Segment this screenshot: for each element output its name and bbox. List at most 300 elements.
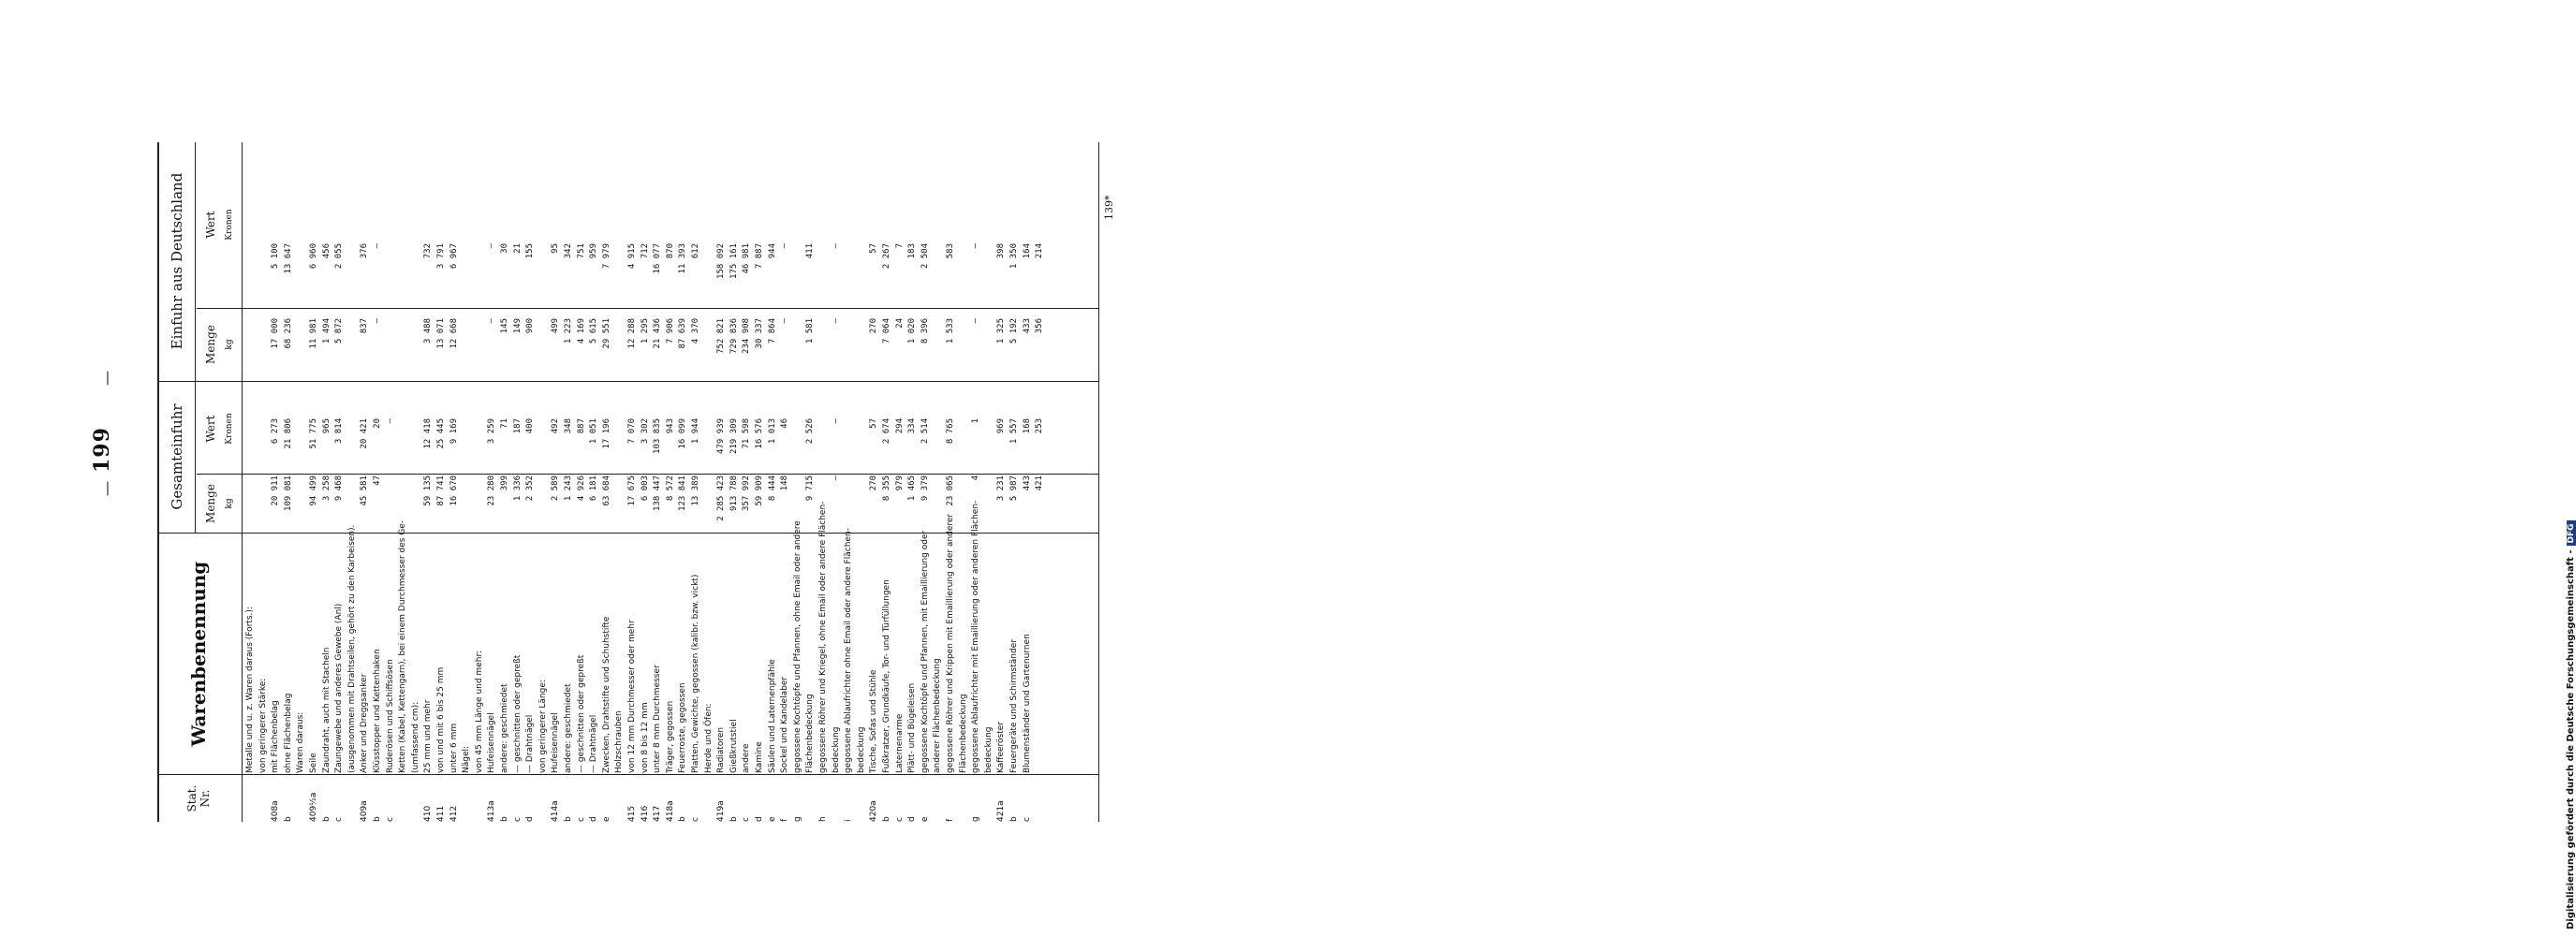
description-cell: Säulen und Laternenpfähle (767, 659, 777, 773)
stat-nr-cell: c (691, 817, 700, 822)
table-row (258, 0, 268, 936)
d-menge-cell: 7 906 (665, 318, 675, 344)
g-wert-cell: 20 421 (360, 418, 370, 449)
dash-right: — (97, 371, 115, 386)
g-wert-cell: 71 598 (742, 418, 752, 449)
d-menge-cell: 4 169 (576, 318, 586, 344)
stat-nr-cell: d (525, 816, 536, 822)
stat-nr-cell: b (1009, 816, 1019, 822)
stat-nr-cell: c (894, 817, 905, 822)
table-row (1009, 0, 1019, 936)
description-cell: Plätt- und Bügeleisen (907, 682, 918, 773)
description-cell: Metalle und u. z. Waren daraus (Forts.): (245, 607, 255, 773)
d-menge-cell: 752 821 (716, 318, 727, 354)
g-menge-cell: 45 581 (360, 475, 370, 506)
d-menge-cell: 837 (360, 318, 370, 334)
g-wert-cell: 17 196 (601, 418, 611, 449)
description-cell: — Drahtnägel (525, 714, 536, 773)
g-menge-cell: 59 909 (755, 475, 764, 506)
d-menge-cell: 13 071 (436, 318, 446, 349)
d-menge-cell: — (831, 318, 841, 324)
g-wert-cell: 7 070 (627, 418, 637, 445)
g-wert-cell: 16 099 (678, 418, 688, 449)
table-row (742, 0, 751, 936)
description-cell: Sockel und Kandelaber (780, 676, 790, 773)
d-wert-cell: 5 100 (271, 243, 281, 270)
d-menge-cell: 145 (500, 318, 509, 334)
table-row (920, 0, 930, 936)
description-cell: Radiatoren (716, 726, 727, 773)
description-cell: Klüsstopper und Kettenhaken (373, 649, 382, 773)
stat-nr-cell: c (385, 817, 395, 822)
g-menge-cell: 8 572 (665, 475, 675, 502)
table-bottom-rule (1098, 142, 1099, 822)
header-bottom-rule (242, 142, 243, 822)
g-wert-cell: — (385, 418, 395, 424)
g-wert-cell: 2 514 (920, 418, 930, 445)
d-wert-cell: 6 960 (309, 243, 318, 270)
stat-nr-cell: e (601, 816, 611, 822)
d-wert-cell: 11 393 (678, 243, 688, 274)
description-cell: gegossene Röhrer und Kriegel, ohne Email oder andere Flächen- (818, 501, 828, 773)
stat-nr-cell: b (729, 816, 739, 822)
d-wert-cell: 870 (665, 243, 675, 259)
table-row (832, 0, 841, 936)
description-cell: 25 mm und mehr (423, 699, 434, 773)
stat-nr-cell: 417 (653, 805, 663, 822)
d-menge-cell: 433 (1022, 318, 1032, 334)
g-menge-cell: 421 (1035, 475, 1045, 491)
description-cell: unter 8 mm Durchmesser (653, 665, 663, 773)
g-menge-cell: 23 065 (946, 475, 955, 506)
einfuhr-deutschland-header: Einfuhr aus Deutschland (169, 172, 185, 350)
description-cell: gegossene Ablaufrichter ohne Email oder andere Flächen- (844, 528, 854, 773)
stat-nr-header: Stat. Nr. (185, 784, 212, 812)
description-cell: Träger, gegossen (665, 700, 675, 773)
stat-nr-cell: h (818, 816, 828, 822)
d-menge-cell: 17 000 (271, 318, 281, 349)
stat-nr-cell: d (907, 816, 918, 822)
g-menge-unit: kg (225, 498, 234, 509)
description-cell: mit Flächenbelag (271, 700, 281, 773)
table-row (996, 0, 1006, 936)
g-menge-cell: 94 499 (309, 475, 318, 506)
d-menge-cell: 729 836 (729, 318, 739, 354)
table-row (589, 0, 598, 936)
table-row (984, 0, 994, 936)
d-wert-cell: 7 979 (601, 243, 611, 270)
g-wert-cell: 21 806 (283, 418, 293, 449)
g-menge-cell: 148 (780, 475, 790, 491)
table-row (449, 0, 459, 936)
g-menge-cell: 138 447 (653, 475, 663, 511)
gesamteinfuhr-header: Gesamteinfuhr (169, 403, 185, 510)
dfg-logo: DFG (2567, 520, 2576, 546)
d-menge-cell: 24 (894, 318, 905, 329)
stat-nr-cell: c (512, 817, 523, 822)
table-row (386, 0, 395, 936)
stat-nr-cell: g (971, 816, 981, 822)
stat-nr-cell: 421a (996, 800, 1007, 822)
d-menge-cell: 5 615 (589, 318, 599, 344)
d-wert-cell: 6 967 (449, 243, 459, 270)
table-row (309, 0, 318, 936)
description-cell: von 12 mm Durchmesser oder mehr (627, 620, 637, 773)
description-cell: von geringerer Stärke: (258, 678, 268, 773)
d-menge-cell: 1 020 (907, 318, 918, 344)
g-menge-cell: 47 (373, 475, 382, 486)
table-row (716, 0, 726, 936)
g-wert-cell: 6 273 (271, 418, 281, 445)
d-wert-cell: 583 (946, 243, 955, 259)
table-row (895, 0, 905, 936)
d-menge-cell: — (487, 318, 497, 324)
g-wert-cell: 187 (512, 418, 523, 434)
d-menge-cell: 3 488 (423, 318, 434, 344)
d-menge-cell: 1 223 (564, 318, 573, 344)
g-menge-cell: 979 (894, 475, 905, 491)
description-cell: Tische, Sofas und Stühle (869, 669, 879, 773)
d-wert-cell: 7 (894, 243, 905, 249)
table-row (564, 0, 573, 936)
table-row (869, 0, 878, 936)
d-wert-cell: 2 055 (334, 243, 345, 270)
g-menge-cell: 17 675 (627, 475, 637, 506)
g-menge-cell: — (831, 475, 841, 481)
d-wert-cell: 944 (767, 243, 777, 259)
stat-nr-cell: 420a (869, 800, 879, 822)
description-cell: — Drahtnägel (589, 714, 599, 773)
g-wert-cell: 479 939 (716, 418, 727, 454)
g-wert-cell: — (831, 418, 841, 424)
description-cell: (umfassend cm): (410, 701, 420, 773)
description-cell: Gießkrutstiel (729, 719, 739, 773)
table-row (793, 0, 802, 936)
table-row (768, 0, 777, 936)
g-wert-cell: 25 445 (436, 418, 446, 449)
d-wert-cell: 155 (525, 243, 536, 259)
stat-nr-cell: d (589, 816, 599, 822)
g-wert-cell: 1 (971, 418, 981, 424)
description-cell: Hufeisennägel (551, 712, 561, 773)
g-menge-cell: 9 715 (805, 475, 816, 502)
description-cell: Blumenständer und Gartenurnen (1022, 634, 1032, 773)
g-wert-cell: 1 944 (691, 418, 700, 445)
d-menge-cell: 1 295 (640, 318, 650, 344)
group-header-rule (195, 142, 196, 534)
g-menge-cell: 913 788 (729, 475, 739, 511)
table-row (907, 0, 917, 936)
d-menge-unit: kg (225, 339, 234, 350)
d-menge-header: Menge (204, 325, 217, 364)
table-row (334, 0, 344, 936)
g-menge-cell: 9 379 (920, 475, 930, 502)
d-menge-cell: 5 872 (334, 318, 345, 344)
stat-nr-cell: b (882, 816, 891, 822)
description-cell: Holzschrauben (614, 710, 625, 773)
table-row (971, 0, 980, 936)
stat-nr-cell: c (576, 817, 586, 822)
description-cell: Waren daraus: (296, 711, 306, 773)
stat-nr-cell: e (767, 816, 777, 822)
table-row (271, 0, 280, 936)
g-wert-cell: 12 418 (423, 418, 434, 449)
g-wert-cell: 1 051 (589, 418, 599, 445)
description-cell: (ausgenommen mit Drahtseilen, gehört zu den Karbeisen). (346, 524, 357, 773)
description-cell: gegossene Kochtöpfe und Pfannen, mit Emaillierung oder (920, 530, 930, 773)
g-menge-cell: 13 389 (691, 475, 700, 506)
table-row (436, 0, 446, 936)
description-cell: Fußkratzer, Grundkäufe, Tor- und Türfüllungen (882, 579, 891, 773)
d-wert-cell: 214 (1035, 243, 1045, 259)
d-wert-cell: — (780, 243, 790, 249)
g-wert-cell: 294 (894, 418, 905, 434)
table-row (360, 0, 369, 936)
table-row (640, 0, 650, 936)
description-cell: von 45 mm Länge und mehr: (474, 650, 484, 773)
g-menge-cell: 270 (869, 475, 879, 491)
g-wert-cell: 887 (576, 418, 586, 434)
table-row (475, 0, 484, 936)
g-wert-cell: 965 (321, 418, 331, 434)
d-wert-cell: 1 350 (1009, 243, 1019, 270)
g-menge-cell: 6 181 (589, 475, 599, 502)
stat-nr-cell: 408a (271, 800, 281, 822)
description-cell: Zaungewebe und anderes Gewebe (Anl) (334, 603, 345, 773)
g-menge-cell: 109 081 (283, 475, 293, 511)
d-menge-cell: 11 981 (309, 318, 318, 349)
table-row (946, 0, 955, 936)
footer-mark: 139* (1103, 195, 1115, 220)
description-cell: bedeckung (983, 726, 994, 773)
description-cell: Kaffeeröster (996, 722, 1007, 773)
g-menge-cell: 357 992 (742, 475, 752, 511)
description-cell: Ruderösen und Schiffsösen (385, 659, 395, 773)
g-wert-cell: 3 302 (640, 418, 650, 445)
d-menge-cell: 7 064 (882, 318, 891, 344)
g-menge-cell: 8 444 (767, 475, 777, 502)
table-row (755, 0, 764, 936)
g-wert-cell: 20 (373, 418, 382, 429)
stat-nr-cell: 419a (716, 800, 727, 822)
d-wert-cell: 164 (1022, 243, 1032, 259)
g-wert-cell: 1 557 (1009, 418, 1019, 445)
d-menge-cell: 12 288 (627, 318, 637, 349)
d-wert-cell: 376 (360, 243, 370, 259)
g-wert-cell: 348 (564, 418, 573, 434)
description-cell: Ketten (Kabel, Kettengarn), bei einem Durchmesser des Ge- (398, 519, 408, 773)
stat-nr-cell: 411 (436, 805, 446, 822)
d-wert-cell: 21 (512, 243, 523, 254)
table-row (959, 0, 968, 936)
table-row (602, 0, 611, 936)
description-cell: gegossene Kochtöpfe und Pfannen, ohne Email oder andere (792, 520, 802, 773)
table-row (296, 0, 305, 936)
table-row (487, 0, 496, 936)
description-cell: — geschnitten oder gepreßt (576, 654, 586, 773)
d-wert-cell: 46 981 (742, 243, 752, 274)
d-menge-cell: 4 370 (691, 318, 700, 344)
g-menge-cell: 1 336 (512, 475, 523, 502)
table-row (678, 0, 687, 936)
description-cell: andere (742, 743, 752, 773)
d-wert-cell: 612 (691, 243, 700, 259)
stat-nr-cell: b (321, 816, 331, 822)
g-menge-cell: 4 (971, 475, 981, 481)
d-wert-cell: 3 791 (436, 243, 446, 270)
g-wert-cell: 400 (525, 418, 536, 434)
g-menge-cell: 59 135 (423, 475, 434, 506)
g-menge-cell: 8 355 (882, 475, 891, 502)
g-wert-cell: 219 309 (729, 418, 739, 454)
d-wert-cell: 158 092 (716, 243, 727, 279)
table-row (577, 0, 586, 936)
d-wert-cell: — (373, 243, 382, 249)
d-menge-cell: 5 192 (1009, 318, 1019, 344)
d-menge-cell: 1 581 (805, 318, 816, 344)
g-wert-cell: 1 013 (767, 418, 777, 445)
d-wert-cell: 7 887 (755, 243, 764, 270)
stat-nr-cell: 416 (640, 805, 650, 822)
d-menge-cell: 7 864 (767, 318, 777, 344)
g-wert-cell: 8 765 (946, 418, 955, 445)
stat-nr-cell: b (500, 816, 509, 822)
stat-nr-cell: 415 (627, 805, 637, 822)
d-menge-cell: 30 337 (755, 318, 764, 349)
table-row (1023, 0, 1032, 936)
d-menge-cell: 234 908 (742, 318, 752, 354)
table-row (551, 0, 560, 936)
stat-nr-cell: f (946, 818, 955, 822)
g-wert-cell: 57 (869, 418, 879, 429)
table-row (245, 0, 255, 936)
description-cell: Flächenbedeckung (805, 694, 816, 773)
d-wert-cell: 732 (423, 243, 434, 259)
description-cell: von 8 bis 12 mm (640, 702, 650, 773)
stat-nr-cell: b (373, 816, 382, 822)
table-row (538, 0, 548, 936)
table-row (284, 0, 293, 936)
table-row (614, 0, 624, 936)
g-wert-cell: 492 (551, 418, 561, 434)
d-wert-cell: 4 915 (627, 243, 637, 270)
d-wert-header: Wert (204, 211, 217, 239)
stat-nr-cell: 410 (423, 805, 434, 822)
stat-nr-cell: 412 (449, 805, 459, 822)
d-menge-cell: 900 (525, 318, 536, 334)
table-row (525, 0, 535, 936)
stat-nr-cell: c (742, 817, 752, 822)
g-menge-header: Menge (204, 484, 217, 523)
table-row (322, 0, 331, 936)
d-wert-cell: 13 647 (283, 243, 293, 274)
d-menge-cell: — (971, 318, 981, 324)
stat-nr-cell: 409½a (309, 792, 318, 822)
g-wert-unit: Kronen (225, 413, 234, 445)
g-wert-cell: 3 814 (334, 418, 345, 445)
d-menge-cell: 149 (512, 318, 523, 334)
g-menge-cell: 443 (1022, 475, 1032, 491)
d-menge-cell: — (780, 318, 790, 324)
g-menge-cell: 1 243 (564, 475, 573, 502)
table-row (373, 0, 382, 936)
table-row (462, 0, 471, 936)
description-cell: andere: geschmiedet (564, 683, 573, 773)
description-cell: Zwecken, Drahtstifte und Schuhstifte (601, 616, 611, 773)
stat-nr-cell: b (283, 816, 293, 822)
d-wert-unit: Kronen (225, 209, 234, 241)
description-cell: Seile (309, 753, 318, 773)
g-menge-cell: 9 468 (334, 475, 345, 502)
d-wert-cell: 57 (869, 243, 879, 254)
d-wert-cell: 398 (996, 243, 1007, 259)
description-cell: Herde und Öfen: (703, 703, 714, 773)
table-row (627, 0, 637, 936)
g-wert-cell: 943 (665, 418, 675, 434)
g-wert-cell: 103 835 (653, 418, 663, 454)
g-menge-cell: 2 589 (551, 475, 561, 502)
g-wert-cell: 51 775 (309, 418, 318, 449)
d-menge-cell: 1 494 (321, 318, 331, 344)
description-cell: Hufeisennägel (487, 712, 497, 773)
description-cell: Platten, Gewichte, gegossen (kalibr. bzw. vickt) (691, 574, 700, 773)
d-wert-cell: 2 504 (920, 243, 930, 270)
table-row (666, 0, 675, 936)
stat-nr-cell: g (792, 816, 802, 822)
table-row (780, 0, 789, 936)
d-wert-cell: 30 (500, 243, 509, 254)
description-cell: unter 6 mm (449, 723, 459, 773)
table-row (398, 0, 407, 936)
d-menge-cell: 21 436 (653, 318, 663, 349)
table-row (691, 0, 700, 936)
g-wert-cell: 2 674 (882, 418, 891, 445)
g-menge-cell: 399 (500, 475, 509, 491)
page-number: 199 (90, 427, 114, 473)
d-menge-cell: 8 396 (920, 318, 930, 344)
table-row (704, 0, 714, 936)
table-row (1035, 0, 1044, 936)
description-cell: Kamine (755, 741, 764, 773)
d-wert-cell: 959 (589, 243, 599, 259)
stat-nr-cell: e (920, 816, 930, 822)
description-cell: Laternenarme (894, 713, 905, 773)
d-wert-cell: 16 077 (653, 243, 663, 274)
table-row (818, 0, 828, 936)
stat-nr-cell: b (564, 816, 573, 822)
table-row (500, 0, 509, 936)
digitization-notice: Digitalisierung gefördert durch die Deutsche Forschungsgemeinschaft -DFG (2566, 520, 2576, 929)
d-wert-cell: 751 (576, 243, 586, 259)
stat-nr-cell: 418a (665, 800, 675, 822)
description-cell: Anker und Dreggsanker (360, 673, 370, 773)
d-wert-cell: 342 (564, 243, 573, 259)
stat-nr-cell: b (678, 816, 688, 822)
stat-nr-cell: c (1022, 817, 1032, 822)
d-wert-cell: — (487, 243, 497, 249)
table-row (844, 0, 853, 936)
g-menge-cell: 123 841 (678, 475, 688, 511)
description-cell: Feuerroste, gegossen (678, 682, 688, 773)
description-cell: Flächenbedeckung (958, 694, 968, 773)
stat-nr-cell: c (334, 817, 345, 822)
stat-nr-cell: 409a (360, 800, 370, 822)
g-wert-cell: 46 (780, 418, 790, 429)
d-wert-cell: 712 (640, 243, 650, 259)
table-row (882, 0, 891, 936)
d-menge-cell: 29 551 (601, 318, 611, 349)
description-cell: bedeckung (856, 726, 866, 773)
